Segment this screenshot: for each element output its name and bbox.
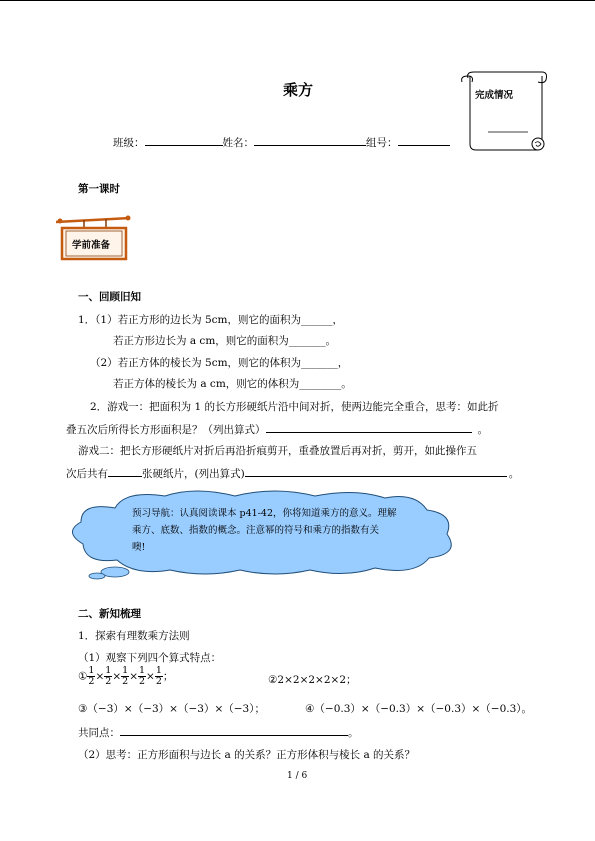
cloud-line-3: 噢! <box>132 542 146 553</box>
question-3a: 游戏二：把长方形硬纸片对折后再沿折痕剪开，重叠放置后再对折，剪开，如此操作五 <box>78 445 477 457</box>
question-3b-line <box>66 465 519 481</box>
question-2b: 叠五次后所得长方形面积是？（列出算式） <box>66 424 266 436</box>
page-number: 1 / 6 <box>287 771 308 781</box>
fraction: $\frac{1}{2}$ <box>122 665 129 687</box>
formula-blank-1[interactable] <box>266 421 472 433</box>
count-blank[interactable] <box>108 465 142 477</box>
question-2b-line <box>66 421 488 437</box>
question-1b: 若正方形边长为 a cm，则它的面积为_______。 <box>113 335 337 347</box>
expression-1: ① $\frac{1}{2}$ × $\frac{1}{2}$ × $\frac{1}{2}$ × $\frac{1}{2}$ × $\frac{1}{2}$ ； <box>78 665 174 687</box>
top-rule <box>0 0 595 1</box>
section-1-heading: 一、回顾旧知 <box>78 291 141 303</box>
expression-2: ②2×2×2×2×2； <box>268 674 357 686</box>
name-label: 姓名： <box>222 137 254 149</box>
question-1c: （2）若正方体的棱长为 5cm，则它的体积为_______， <box>90 357 349 369</box>
question-3b-mid: 张硬纸片，(列出算式) <box>142 468 245 480</box>
period: 。 <box>508 468 520 480</box>
info-line <box>113 134 450 150</box>
question-3b-pre: 次后共有 <box>66 468 108 480</box>
prep-label: 学前准备 <box>72 240 111 251</box>
class-label: 班级： <box>113 137 145 149</box>
period: 。 <box>348 727 359 739</box>
cloud-line-2: 乘方、底数、指数的概念。注意幂的符号和乘方的指数有关 <box>132 525 380 536</box>
question-1d: 若正方体的棱长为 a cm，则它的体积为________。 <box>113 378 352 390</box>
expression-3: ③（−3）×（−3）×（−3）×（−3）； <box>78 703 265 715</box>
item-1: 1．探索有理数乘方法则 <box>78 630 190 642</box>
fraction: $\frac{1}{2}$ <box>88 665 95 687</box>
section-2-heading: 二、新知梳理 <box>78 608 141 620</box>
completion-label: 完成情况 <box>475 90 514 101</box>
name-field[interactable] <box>254 134 366 146</box>
period: 。 <box>477 424 488 436</box>
question-1a: 1．（1）若正方形的边长为 5cm，则它的面积为______， <box>78 314 343 326</box>
formula-blank-2[interactable] <box>245 465 507 477</box>
common-line <box>78 724 359 740</box>
common-blank[interactable] <box>120 724 348 736</box>
class-field[interactable] <box>145 134 223 146</box>
fraction: $\frac{1}{2}$ <box>105 665 112 687</box>
marker-1: ① <box>78 670 88 683</box>
scroll-badge-icon <box>458 68 550 154</box>
group-label: 组号： <box>366 137 398 149</box>
group-field[interactable] <box>398 134 450 146</box>
question-2a: 2．游戏一：把面积为 1 的长方形硬纸片沿中间对折，使两边能完全重合，思考：如此折 <box>90 401 499 413</box>
sub-2: （2）思考：正方形面积与边长 a 的关系？正方形体积与棱长 a 的关系？ <box>78 749 416 761</box>
lesson-label: 第一课时 <box>78 183 120 195</box>
sub-1: （1）观察下列四个算式特点： <box>78 652 222 664</box>
expression-4: ④（−0.3）×（−0.3）×（−0.3）×（−0.3）。 <box>305 703 533 715</box>
fraction: $\frac{1}{2}$ <box>155 665 162 687</box>
cloud-line-1: 预习导航：认真阅读课本 p41-42，你将知道乘方的意义。理解 <box>132 508 397 519</box>
fraction: $\frac{1}{2}$ <box>139 665 146 687</box>
common-label: 共同点： <box>78 727 120 739</box>
page-title: 乘方 <box>283 81 314 99</box>
